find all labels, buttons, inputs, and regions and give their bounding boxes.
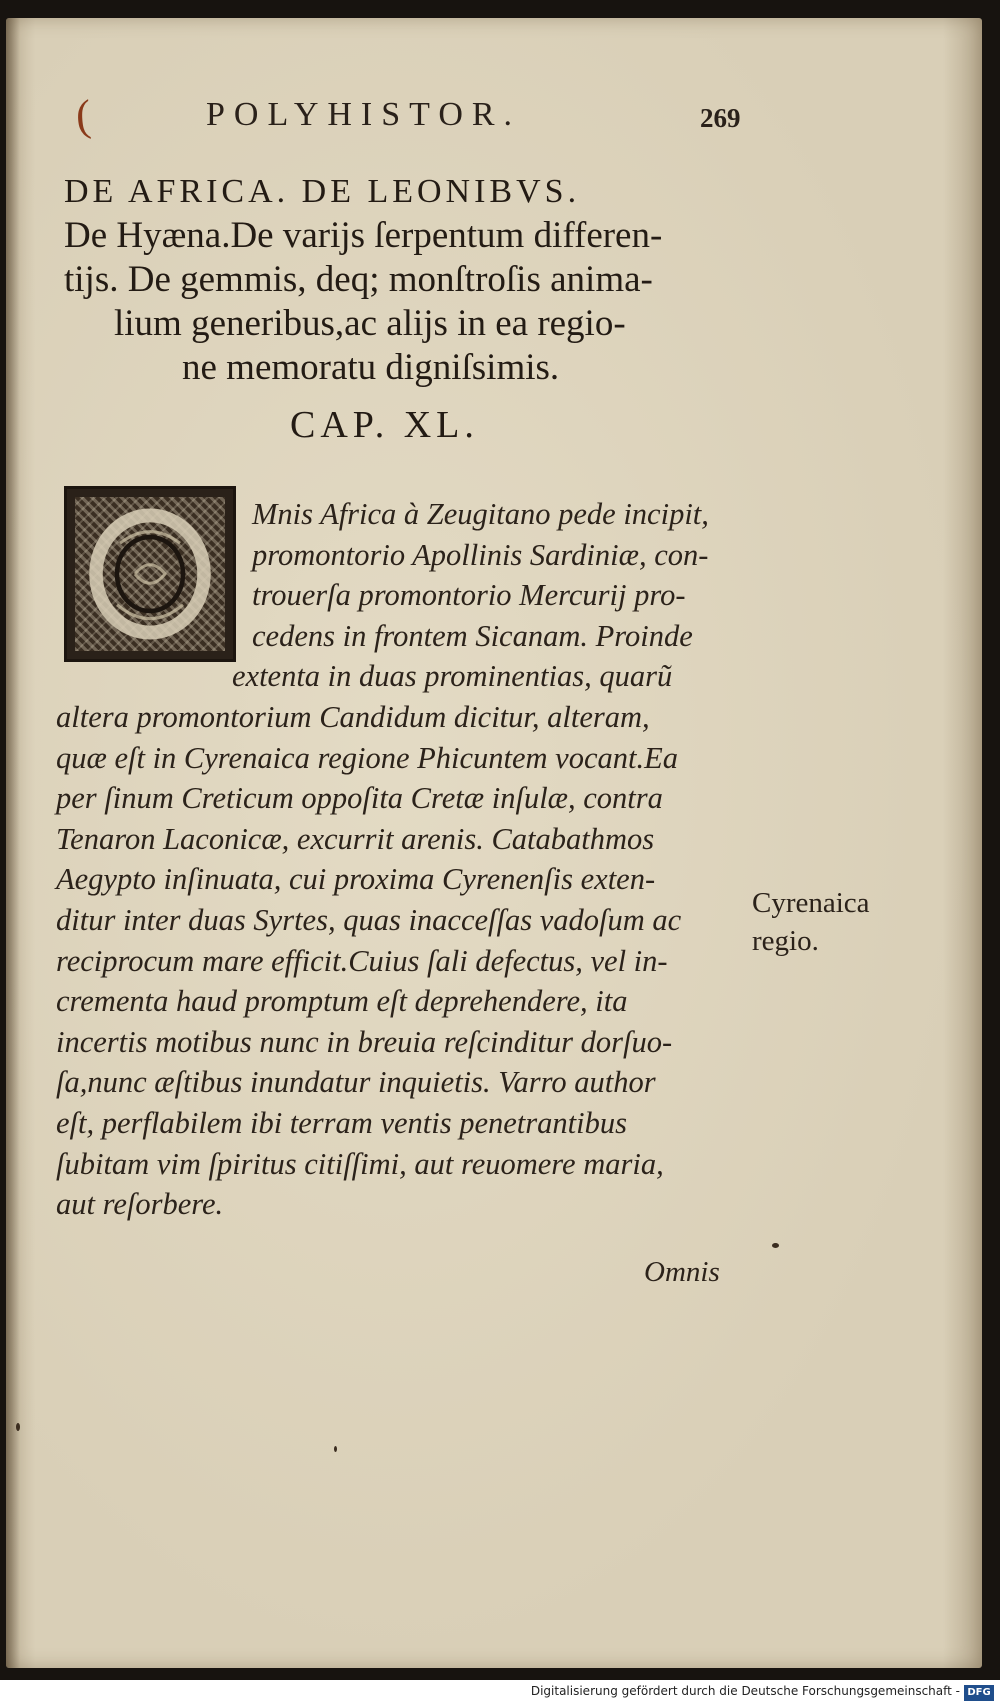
body-line: ſa,nunc æſtibus inundatur inquietis. Varro author [56,1065,656,1100]
gutter-shadow [6,18,20,1668]
marginal-note-line: Cyrenaica [752,887,870,919]
body-line: cedens in frontem Sicanam. Proinde [252,618,693,653]
running-head: POLYHISTOR. [206,96,522,133]
body-line: altera promontorium Candidum dicitur, alteram, [56,699,650,734]
heading-line: tijs. De gemmis, deq; monſtroſis anima- [64,259,653,300]
body-line: crementa haud promptum eſt deprehendere, ita [56,984,628,1019]
body-line: per ſinum Creticum oppoſita Cretæ inſulæ, contra [56,781,663,816]
paper-speck [334,1446,337,1452]
body-line: ſubitam vim ſpiritus citiſſimi, aut reuomere maria, [56,1146,664,1181]
marginal-note-line: regio. [752,925,819,957]
marginal-note [752,884,870,960]
dfg-logo: DFG [964,1685,994,1701]
funding-credit: Digitalisierung gefördert durch die Deutsche Forschungsgemeinschaft - [530,1684,960,1698]
body-line: incertis motibus nunc in breuia reſcinditur dorſuo- [56,1024,673,1059]
body-line: quæ eſt in Cyrenaica regione Phicuntem vocant.Ea [56,740,678,775]
page-number: 269 [700,103,741,133]
catchword: Omnis [644,1256,720,1288]
chapter-body [56,494,756,1225]
heading-line: De Hyæna.De varijs ſerpentum differen- [64,215,663,256]
body-line: promontorio Apollinis Sardiniæ, con- [252,537,709,572]
paper-speck [16,1423,20,1431]
paper-speck [772,1243,779,1248]
body-line: reciprocum mare efficit.Cuius ſali defectus, vel in- [56,943,668,978]
heading-line: lium generibus,ac alijs in ea regio- [114,303,626,344]
body-line: Tenaron Laconicæ, excurrit arenis. Catabathmos [56,821,655,856]
chapter-heading [64,170,754,390]
body-line: Aegypto inſinuata, cui proxima Cyrenenſis exten- [56,862,656,897]
heading-line: ne memoratu digniſsimis. [182,347,560,388]
body-line: Mnis Africa à Zeugitano pede incipit, [252,497,709,531]
body-line: ditur inter duas Syrtes, quas inacceſſas vadoſum ac [56,902,682,937]
bracket-mark: ( [74,90,93,141]
heading-line: DE AFRICA. DE LEONIBVS. [64,173,581,210]
book-page [6,18,982,1668]
body-line: eſt, perflabilem ibi terram ventis penetrantibus [56,1105,627,1140]
body-line: aut reſorbere. [56,1187,224,1222]
chapter-number: CAP. XL. [290,404,479,446]
body-line: trouerſa promontorio Mercurij pro- [252,578,686,613]
body-line: extenta in duas prominentias, quarũ [232,659,673,694]
footer-bar [0,1680,1000,1706]
